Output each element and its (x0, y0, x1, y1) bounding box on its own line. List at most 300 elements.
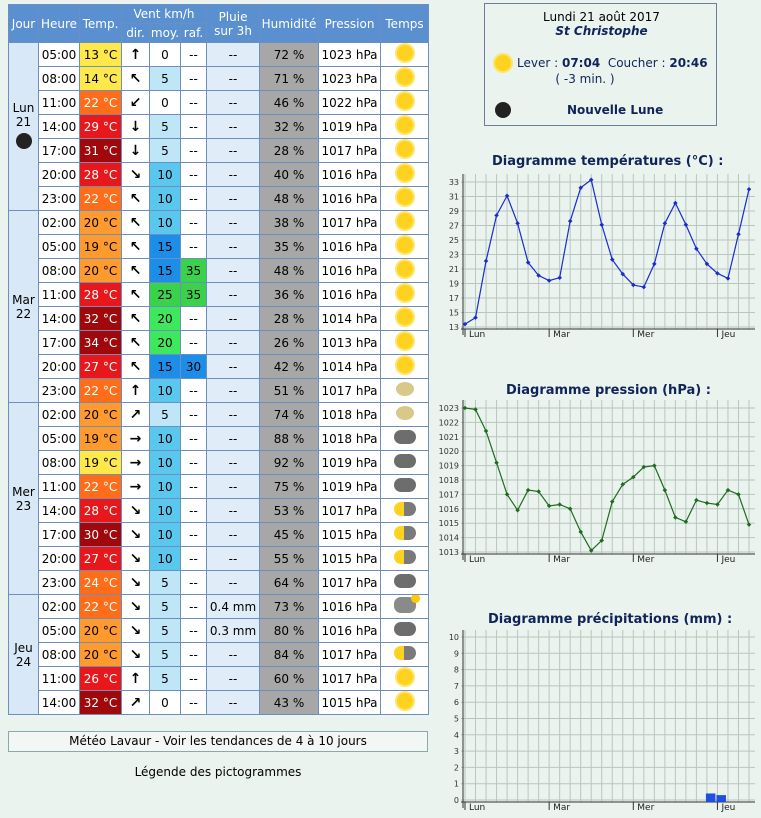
sky-cell (381, 43, 429, 67)
temperature-cell: 27 °C (80, 547, 122, 571)
data-point (484, 259, 489, 264)
y-tick-label: 1016 (438, 504, 459, 514)
day-number: 23 (15, 498, 32, 513)
sky-cell (381, 307, 429, 331)
data-point (652, 463, 657, 468)
wind-arrow-icon: ↖ (129, 262, 142, 279)
y-tick-label: 9 (453, 649, 459, 659)
header-sky: Temps (381, 5, 429, 43)
sky-cell (381, 163, 429, 187)
pressure-cell: 1016 hPa (319, 235, 381, 259)
rain-cell: -- (207, 427, 260, 451)
x-day-label: Mar (553, 803, 571, 813)
new-moon-icon (495, 102, 511, 118)
wind-arrow-icon: ↖ (129, 310, 142, 327)
temperature-cell: 20 °C (80, 211, 122, 235)
y-tick-label: 27 (448, 221, 459, 231)
data-point (599, 223, 604, 228)
sky-cell (381, 259, 429, 283)
sky-cell (381, 475, 429, 499)
pressure-cell: 1016 hPa (319, 259, 381, 283)
partly-cloudy-icon (394, 646, 416, 660)
pressure-cell: 1019 hPa (319, 451, 381, 475)
wind-arrow-icon: ↖ (129, 70, 142, 87)
wind-direction-cell (122, 331, 150, 355)
y-tick-label: 5 (453, 714, 459, 724)
data-point (515, 221, 520, 226)
sunrise-sunset (517, 56, 708, 70)
wind-direction-cell (122, 691, 150, 715)
sky-cell (381, 595, 429, 619)
wind-direction-cell (122, 283, 150, 307)
cloud-icon (394, 430, 416, 444)
wind-average-cell: 10 (150, 499, 181, 523)
wind-average-cell: 10 (150, 475, 181, 499)
data-point (694, 498, 699, 503)
wind-arrow-icon: ↘ (129, 598, 142, 615)
data-point (505, 194, 510, 199)
header-hour: Heure (39, 5, 80, 43)
hour-cell: 23:00 (39, 379, 80, 403)
pressure-cell: 1017 hPa (319, 499, 381, 523)
hour-cell: 17:00 (39, 523, 80, 547)
sun-icon (397, 141, 413, 157)
temperature-cell: 22 °C (80, 379, 122, 403)
rain-cell: -- (207, 667, 260, 691)
data-point (736, 232, 741, 237)
wind-direction-cell (122, 259, 150, 283)
pressure-cell: 1014 hPa (319, 307, 381, 331)
temperature-cell: 19 °C (80, 235, 122, 259)
rain-cell: -- (207, 499, 260, 523)
hazy-sun-icon (396, 406, 414, 420)
wind-average-cell: 0 (150, 43, 181, 67)
rain-cell: -- (207, 523, 260, 547)
temperature-cell: 20 °C (80, 403, 122, 427)
temperature-cell: 26 °C (80, 667, 122, 691)
wind-average-cell: 5 (150, 571, 181, 595)
humidity-cell: 71 % (260, 67, 319, 91)
data-point (568, 219, 573, 224)
pressure-chart-title: Diagramme pression (hPa) : (506, 383, 711, 398)
partly-cloudy-icon (394, 502, 416, 516)
humidity-cell: 38 % (260, 211, 319, 235)
y-tick-label: 25 (448, 236, 459, 245)
humidity-cell: 92 % (260, 451, 319, 475)
pressure-cell: 1015 hPa (319, 523, 381, 547)
wind-average-cell: 5 (150, 643, 181, 667)
wind-direction-cell (122, 403, 150, 427)
wind-arrow-icon: ↖ (129, 334, 142, 351)
cloud-icon (394, 478, 416, 492)
header-wind-dir: dir. (122, 24, 150, 43)
x-day-label: Mar (553, 555, 571, 565)
wind-average-cell: 5 (150, 619, 181, 643)
header-wind-avg: moy. (150, 24, 181, 43)
wind-average-cell: 10 (150, 523, 181, 547)
sun-icon (397, 165, 413, 181)
day-name: Mer (12, 484, 35, 499)
data-point (726, 276, 731, 281)
wind-average-cell: 10 (150, 427, 181, 451)
wind-average-cell: 5 (150, 595, 181, 619)
wind-arrow-icon: ↗ (129, 406, 142, 423)
wind-arrow-icon: ↓ (129, 142, 142, 159)
y-tick-label: 1013 (438, 548, 459, 557)
wind-gust-cell: -- (181, 307, 207, 331)
wind-arrow-icon: ↓ (129, 118, 142, 135)
y-tick-label: 1020 (438, 447, 459, 457)
humidity-cell: 51 % (260, 379, 319, 403)
precip-bar (706, 793, 716, 802)
pressure-cell: 1018 hPa (319, 403, 381, 427)
wind-gust-cell: -- (181, 379, 207, 403)
sky-cell (381, 451, 429, 475)
wind-arrow-icon: ↘ (129, 646, 142, 663)
partly-cloudy-icon (394, 526, 416, 540)
wind-gust-cell: -- (181, 331, 207, 355)
data-point (663, 221, 668, 226)
wind-arrow-icon: ↖ (129, 190, 142, 207)
humidity-cell: 48 % (260, 187, 319, 211)
wind-average-cell: 15 (150, 259, 181, 283)
y-tick-label: 1015 (438, 519, 459, 529)
sun-icon (397, 285, 413, 301)
temperature-cell: 34 °C (80, 331, 122, 355)
wind-average-cell: 10 (150, 187, 181, 211)
wind-direction-cell (122, 43, 150, 67)
hour-cell: 20:00 (39, 547, 80, 571)
rain-cell: -- (207, 331, 260, 355)
precipitation-chart (438, 630, 758, 816)
pressure-cell: 1017 hPa (319, 139, 381, 163)
wind-average-cell: 5 (150, 403, 181, 427)
temperature-chart (438, 171, 758, 356)
x-day-label: Mer (637, 555, 655, 565)
temperature-cell: 32 °C (80, 691, 122, 715)
wind-gust-cell: 30 (181, 355, 207, 379)
wind-gust-cell: -- (181, 547, 207, 571)
x-day-label: Jeu (721, 555, 736, 565)
sun-icon (397, 693, 413, 709)
series-line (465, 408, 749, 551)
wind-arrow-icon: ↖ (129, 214, 142, 231)
data-point (526, 488, 531, 493)
hour-cell: 08:00 (39, 259, 80, 283)
wind-direction-cell (122, 235, 150, 259)
forecast-row (9, 235, 429, 259)
rain-cell: -- (207, 187, 260, 211)
wind-gust-cell: -- (181, 643, 207, 667)
humidity-cell: 84 % (260, 643, 319, 667)
new-moon-icon (16, 133, 32, 149)
hour-cell: 14:00 (39, 307, 80, 331)
wind-direction-cell (122, 355, 150, 379)
wind-gust-cell: -- (181, 667, 207, 691)
sun-icon (397, 93, 413, 109)
pressure-cell: 1015 hPa (319, 547, 381, 571)
header-humidity: Humidité (260, 5, 319, 43)
humidity-cell: 48 % (260, 259, 319, 283)
y-tick-label: 1017 (438, 490, 459, 500)
forecast-row (9, 667, 429, 691)
wind-average-cell: 15 (150, 355, 181, 379)
forecast-row (9, 91, 429, 115)
sun-icon (397, 333, 413, 349)
hour-cell: 05:00 (39, 427, 80, 451)
wind-arrow-icon: ↘ (129, 574, 142, 591)
humidity-cell: 53 % (260, 499, 319, 523)
wind-direction-cell (122, 547, 150, 571)
rain-cell: -- (207, 283, 260, 307)
forecast-row (9, 331, 429, 355)
forecast-row (9, 379, 429, 403)
hour-cell: 05:00 (39, 235, 80, 259)
data-point (494, 213, 499, 218)
sky-cell (381, 667, 429, 691)
wind-gust-cell: -- (181, 43, 207, 67)
forecast-table (8, 4, 429, 715)
rain-cell: -- (207, 403, 260, 427)
day-number: 21 (15, 115, 32, 129)
header-rain-label: Pluie (218, 9, 248, 24)
wind-direction-cell (122, 451, 150, 475)
wind-direction-cell (122, 187, 150, 211)
y-tick-label: 33 (448, 178, 459, 187)
humidity-cell: 73 % (260, 595, 319, 619)
y-tick-label: 4 (453, 730, 459, 740)
x-day-label: Lun (469, 330, 486, 340)
forecast-row (9, 643, 429, 667)
sun-info-date: Lundi 21 août 2017 (543, 10, 660, 24)
humidity-cell: 80 % (260, 619, 319, 643)
sun-icon (397, 45, 413, 61)
hour-cell: 02:00 (39, 211, 80, 235)
humidity-cell: 26 % (260, 331, 319, 355)
hour-cell: 08:00 (39, 451, 80, 475)
temperature-cell: 22 °C (80, 91, 122, 115)
humidity-cell: 60 % (260, 667, 319, 691)
hour-cell: 14:00 (39, 499, 80, 523)
rain-cell: -- (207, 643, 260, 667)
temperature-cell: 28 °C (80, 163, 122, 187)
pressure-cell: 1016 hPa (319, 595, 381, 619)
pressure-cell: 1017 hPa (319, 667, 381, 691)
rain-cell: -- (207, 235, 260, 259)
sun-icon (397, 117, 413, 133)
wind-gust-cell: -- (181, 67, 207, 91)
data-point (568, 507, 573, 512)
humidity-cell: 28 % (260, 139, 319, 163)
hour-cell: 23:00 (39, 571, 80, 595)
header-wind: Vent km/h (122, 5, 207, 24)
data-point (652, 262, 657, 267)
hour-cell: 11:00 (39, 667, 80, 691)
wind-arrow-icon: ↑ (129, 670, 142, 687)
forecast-row (9, 547, 429, 571)
sky-cell (381, 139, 429, 163)
forecast-row (9, 67, 429, 91)
precip-chart-title: Diagramme précipitations (mm) : (488, 612, 733, 627)
forecast-row (9, 139, 429, 163)
pressure-cell: 1023 hPa (319, 67, 381, 91)
forecast-row (9, 355, 429, 379)
rain-cell: -- (207, 163, 260, 187)
temperature-cell: 22 °C (80, 595, 122, 619)
data-point (747, 187, 752, 192)
forecast-row (9, 475, 429, 499)
y-tick-label: 0 (453, 796, 459, 805)
y-tick-label: 23 (448, 250, 459, 260)
wind-direction-cell (122, 163, 150, 187)
y-tick-label: 19 (448, 279, 459, 289)
y-tick-label: 6 (453, 698, 459, 708)
temperature-cell: 32 °C (80, 307, 122, 331)
wind-average-cell: 20 (150, 307, 181, 331)
hour-cell: 14:00 (39, 691, 80, 715)
forecast-row (9, 43, 429, 67)
forecast-row (9, 523, 429, 547)
rain-cell: -- (207, 571, 260, 595)
sky-cell (381, 499, 429, 523)
x-day-label: Jeu (721, 803, 736, 813)
humidity-cell: 42 % (260, 355, 319, 379)
temperature-cell: 19 °C (80, 451, 122, 475)
wind-gust-cell: -- (181, 475, 207, 499)
wind-direction-cell (122, 595, 150, 619)
wind-arrow-icon: ↖ (129, 286, 142, 303)
wind-arrow-icon: ↙ (129, 94, 142, 111)
temperature-cell: 13 °C (80, 43, 122, 67)
humidity-cell: 74 % (260, 403, 319, 427)
rain-cell: -- (207, 307, 260, 331)
wind-gust-cell: -- (181, 523, 207, 547)
humidity-cell: 46 % (260, 91, 319, 115)
partly-cloudy-icon (394, 550, 416, 564)
pressure-cell: 1013 hPa (319, 331, 381, 355)
sunrise-time: 07:04 (561, 56, 601, 70)
wind-direction-cell (122, 427, 150, 451)
data-point (578, 530, 583, 535)
forecast-row (9, 619, 429, 643)
forecast-row (9, 115, 429, 139)
sun-icon (495, 55, 511, 71)
hour-cell: 17:00 (39, 331, 80, 355)
x-day-label: Lun (469, 803, 486, 813)
y-tick-label: 1014 (438, 533, 459, 543)
sun-icon (397, 669, 413, 685)
day-name: Jeu (14, 640, 33, 655)
wind-gust-cell: 35 (181, 259, 207, 283)
header-rain (207, 5, 260, 43)
day-name: Lun (12, 101, 35, 115)
hour-cell: 14:00 (39, 115, 80, 139)
sky-cell (381, 427, 429, 451)
hour-cell: 08:00 (39, 67, 80, 91)
x-day-label: Mer (637, 803, 655, 813)
y-tick-label: 21 (448, 265, 459, 274)
y-tick-label: 1022 (438, 418, 459, 428)
sky-cell (381, 403, 429, 427)
temperature-cell: 20 °C (80, 643, 122, 667)
wind-direction-cell (122, 307, 150, 331)
wind-average-cell: 10 (150, 379, 181, 403)
temp-chart-title: Diagramme températures (°C) : (492, 154, 724, 169)
data-point (557, 275, 562, 280)
temperature-cell: 22 °C (80, 187, 122, 211)
hour-cell: 05:00 (39, 619, 80, 643)
sky-cell (381, 691, 429, 715)
trends-link[interactable]: Météo Lavaur - Voir les tendances de 4 à 10 jours (8, 731, 428, 752)
rain-cell: -- (207, 43, 260, 67)
rain-cell: -- (207, 67, 260, 91)
humidity-cell: 72 % (260, 43, 319, 67)
temperature-cell: 20 °C (80, 259, 122, 283)
y-tick-label: 1018 (438, 476, 459, 485)
wind-average-cell: 5 (150, 139, 181, 163)
hour-cell: 02:00 (39, 403, 80, 427)
hazy-sun-icon (396, 382, 414, 396)
x-day-label: Mar (553, 330, 571, 340)
cloud-icon (394, 622, 416, 636)
temperature-cell: 22 °C (80, 475, 122, 499)
y-tick-label: 7 (453, 681, 459, 691)
wind-average-cell: 10 (150, 547, 181, 571)
rain-cell: 0.3 mm (207, 619, 260, 643)
y-tick-label: 29 (448, 207, 459, 216)
hour-cell: 11:00 (39, 475, 80, 499)
pressure-cell: 1016 hPa (319, 187, 381, 211)
hour-cell: 11:00 (39, 283, 80, 307)
wind-arrow-icon: ↑ (129, 46, 142, 63)
wind-average-cell: 25 (150, 283, 181, 307)
day-number: 24 (15, 654, 32, 669)
y-tick-label: 1023 (438, 404, 459, 413)
y-tick-label: 15 (448, 308, 459, 318)
moon-phase: Nouvelle Lune (567, 103, 664, 117)
humidity-cell: 28 % (260, 307, 319, 331)
wind-arrow-icon: ↘ (129, 526, 142, 543)
header-wind-gust: raf. (181, 24, 207, 43)
header-temp: Temp. (80, 5, 122, 43)
rain-cell: -- (207, 691, 260, 715)
wind-gust-cell: -- (181, 691, 207, 715)
sky-cell (381, 235, 429, 259)
data-point (673, 515, 678, 520)
sky-cell (381, 67, 429, 91)
forecast-row (9, 283, 429, 307)
legend-link[interactable]: Légende des pictogrammes (134, 765, 302, 779)
sky-cell (381, 571, 429, 595)
hour-cell: 11:00 (39, 91, 80, 115)
forecast-row (9, 595, 429, 619)
wind-average-cell: 15 (150, 235, 181, 259)
sun-info-place: St Christophe (555, 24, 648, 38)
y-tick-label: 1 (453, 779, 459, 789)
header-rain-sub: sur 3h (214, 23, 252, 38)
rain-cell: -- (207, 379, 260, 403)
temperature-cell: 29 °C (80, 115, 122, 139)
hour-cell: 02:00 (39, 595, 80, 619)
data-point (484, 429, 489, 434)
sun-icon (397, 261, 413, 277)
humidity-cell: 36 % (260, 283, 319, 307)
data-point (736, 492, 741, 497)
forecast-row (9, 307, 429, 331)
temperature-cell: 14 °C (80, 67, 122, 91)
humidity-cell: 88 % (260, 427, 319, 451)
wind-average-cell: 5 (150, 667, 181, 691)
